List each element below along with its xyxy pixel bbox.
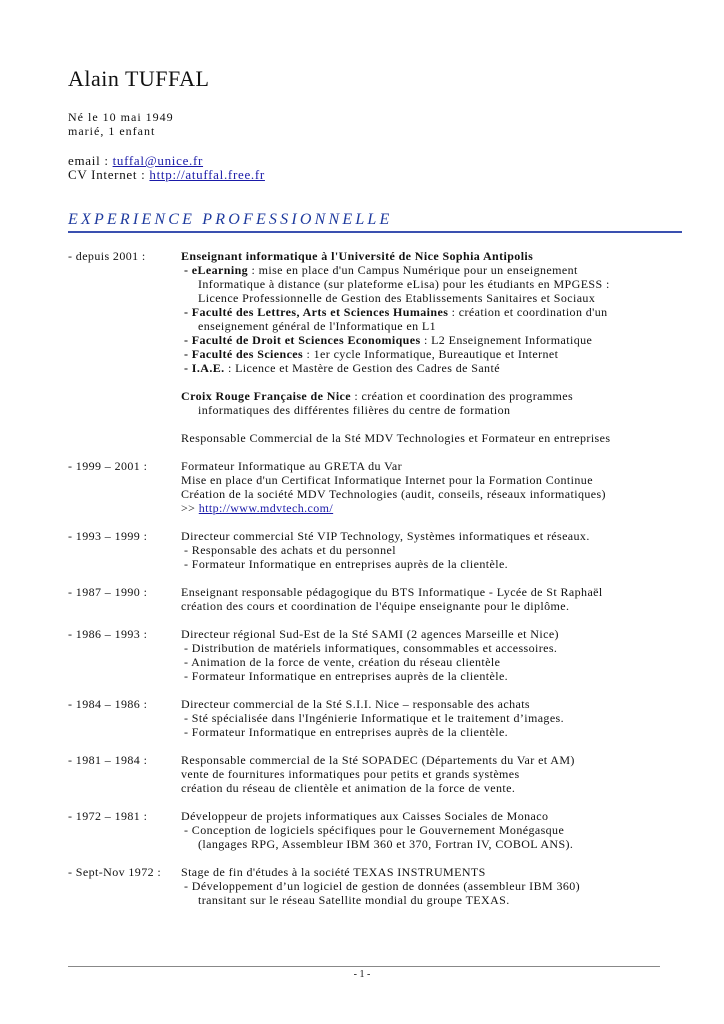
experience-entry (68, 529, 682, 571)
cv-label: CV Internet : (68, 167, 150, 182)
entry-date: - 1981 – 1984 : (68, 753, 148, 767)
entry-body: Directeur commercial Sté VIP Technology, Systèmes informatiques et réseaux. - Responsable des achats et du personnel - Formateur Informatique en entreprises auprès de la clientèle. (181, 529, 590, 571)
person-name: Alain TUFFAL (68, 66, 210, 91)
entry-body: Formateur Informatique au GRETA du Var Mise en place d'un Certificat Informatique Internet pour la Formation Continue Création de la société MDV Technologies (audit, conseils, réseaux informatiques) >> http://www.mdvtech.com/ (181, 459, 606, 515)
entry-body: Directeur régional Sud-Est de la Sté SAMI (2 agences Marseille et Nice) - Distribution de matériels informatiques, consommables et accessoires. - Animation de la force de vente, création du réseau clientèle - Formateur Informatique en entreprises auprès de la clientèle. (181, 627, 559, 683)
company-website-link[interactable]: http://www.mdvtech.com/ (198, 501, 334, 515)
entry-date: - Sept-Nov 1972 : (68, 865, 162, 879)
entry-body: Développeur de projets informatiques aux Caisses Sociales de Monaco - Conception de logiciels spécifiques pour le Gouvernement Monégasque (langages RPG, Assembleur IBM 360 et 370, Fortran IV, COBOL ANS). (181, 809, 574, 851)
page-number: - 1 - (353, 969, 371, 980)
entry-date: - 1999 – 2001 : (68, 459, 148, 473)
entry-title: Enseignant informatique à l'Université de Nice Sophia Antipolis (181, 249, 534, 263)
email-label: email : (68, 153, 113, 168)
experience-entry (68, 753, 682, 795)
family-status: marié, 1 enfant (68, 124, 156, 138)
experience-entry (68, 697, 682, 739)
entry-date: - depuis 2001 : (68, 249, 146, 263)
contact-info (68, 154, 265, 182)
entry-date: - 1987 – 1990 : (68, 585, 148, 599)
experience-list (68, 249, 682, 907)
experience-entry (68, 249, 682, 445)
entry-date: - 1984 – 1986 : (68, 697, 148, 711)
entry-body: Directeur commercial de la Sté S.I.I. Nice – responsable des achats - Sté spécialisée dans l'Ingénierie Informatique et le traitement d’images. - Formateur Informatique en entreprises auprès de la clientèle. (181, 697, 565, 739)
section-divider (68, 231, 682, 233)
birth-date: Né le 10 mai 1949 (68, 110, 174, 124)
email-line (68, 154, 265, 168)
personal-info (68, 110, 174, 138)
experience-entry (68, 627, 682, 683)
entry-date: - 1986 – 1993 : (68, 627, 148, 641)
entry-body: Enseignant informatique à l'Université de Nice Sophia Antipolis - eLearning : mise en place d'un Campus Numérique pour un enseignement Informatique à distance (sur plateforme eLisa) pour les étudiants en MPGESS : Licence Professionnelle de Gestion des Etablissements Sanitaires et Sociaux - Faculté des Lettres, Arts et Sciences Humaines : création et coordination d'un enseignement général de l'Informatique en L1 - Faculté de Droit et Sciences Economiques : L2 Enseignement Informatique - Faculté des Sciences : 1er cycle Informatique, Bureautique et Internet - I.A.E. : Licence et Mastère de Gestion des Cadres de Santé Croix Rouge Française de Nice : création et coordination des programmes informatiques des différentes filières du centre de formation Responsable Commercial de la Sté MDV Technologies et Formateur en entreprises (181, 249, 611, 445)
entry-date: - 1993 – 1999 : (68, 529, 148, 543)
experience-entry (68, 809, 682, 851)
email-link[interactable]: tuffal@unice.fr (112, 153, 204, 168)
experience-entry (68, 459, 682, 515)
experience-entry (68, 585, 682, 613)
section-title: EXPERIENCE PROFESSIONNELLE (68, 211, 393, 228)
entry-body: Stage de fin d'études à la société TEXAS INSTRUMENTS - Développement d’un logiciel de gestion de données (assembleur IBM 360) transitant sur le réseau Satellite mondial du groupe TEXAS. (181, 865, 581, 907)
footer-divider (68, 966, 660, 967)
cv-link[interactable]: http://atuffal.free.fr (149, 167, 265, 182)
entry-body: Responsable commercial de la Sté SOPADEC (Départements du Var et AM) vente de fournitures informatiques pour petits et grands systèmes création du réseau de clientèle et animation de la force de vente. (181, 753, 575, 795)
cv-line (68, 168, 265, 182)
entry-body: Enseignant responsable pédagogique du BTS Informatique - Lycée de St Raphaël création des cours et coordination de l'équipe enseignante pour le diplôme. (181, 585, 603, 613)
entry-date: - 1972 – 1981 : (68, 809, 148, 823)
experience-entry (68, 865, 682, 907)
